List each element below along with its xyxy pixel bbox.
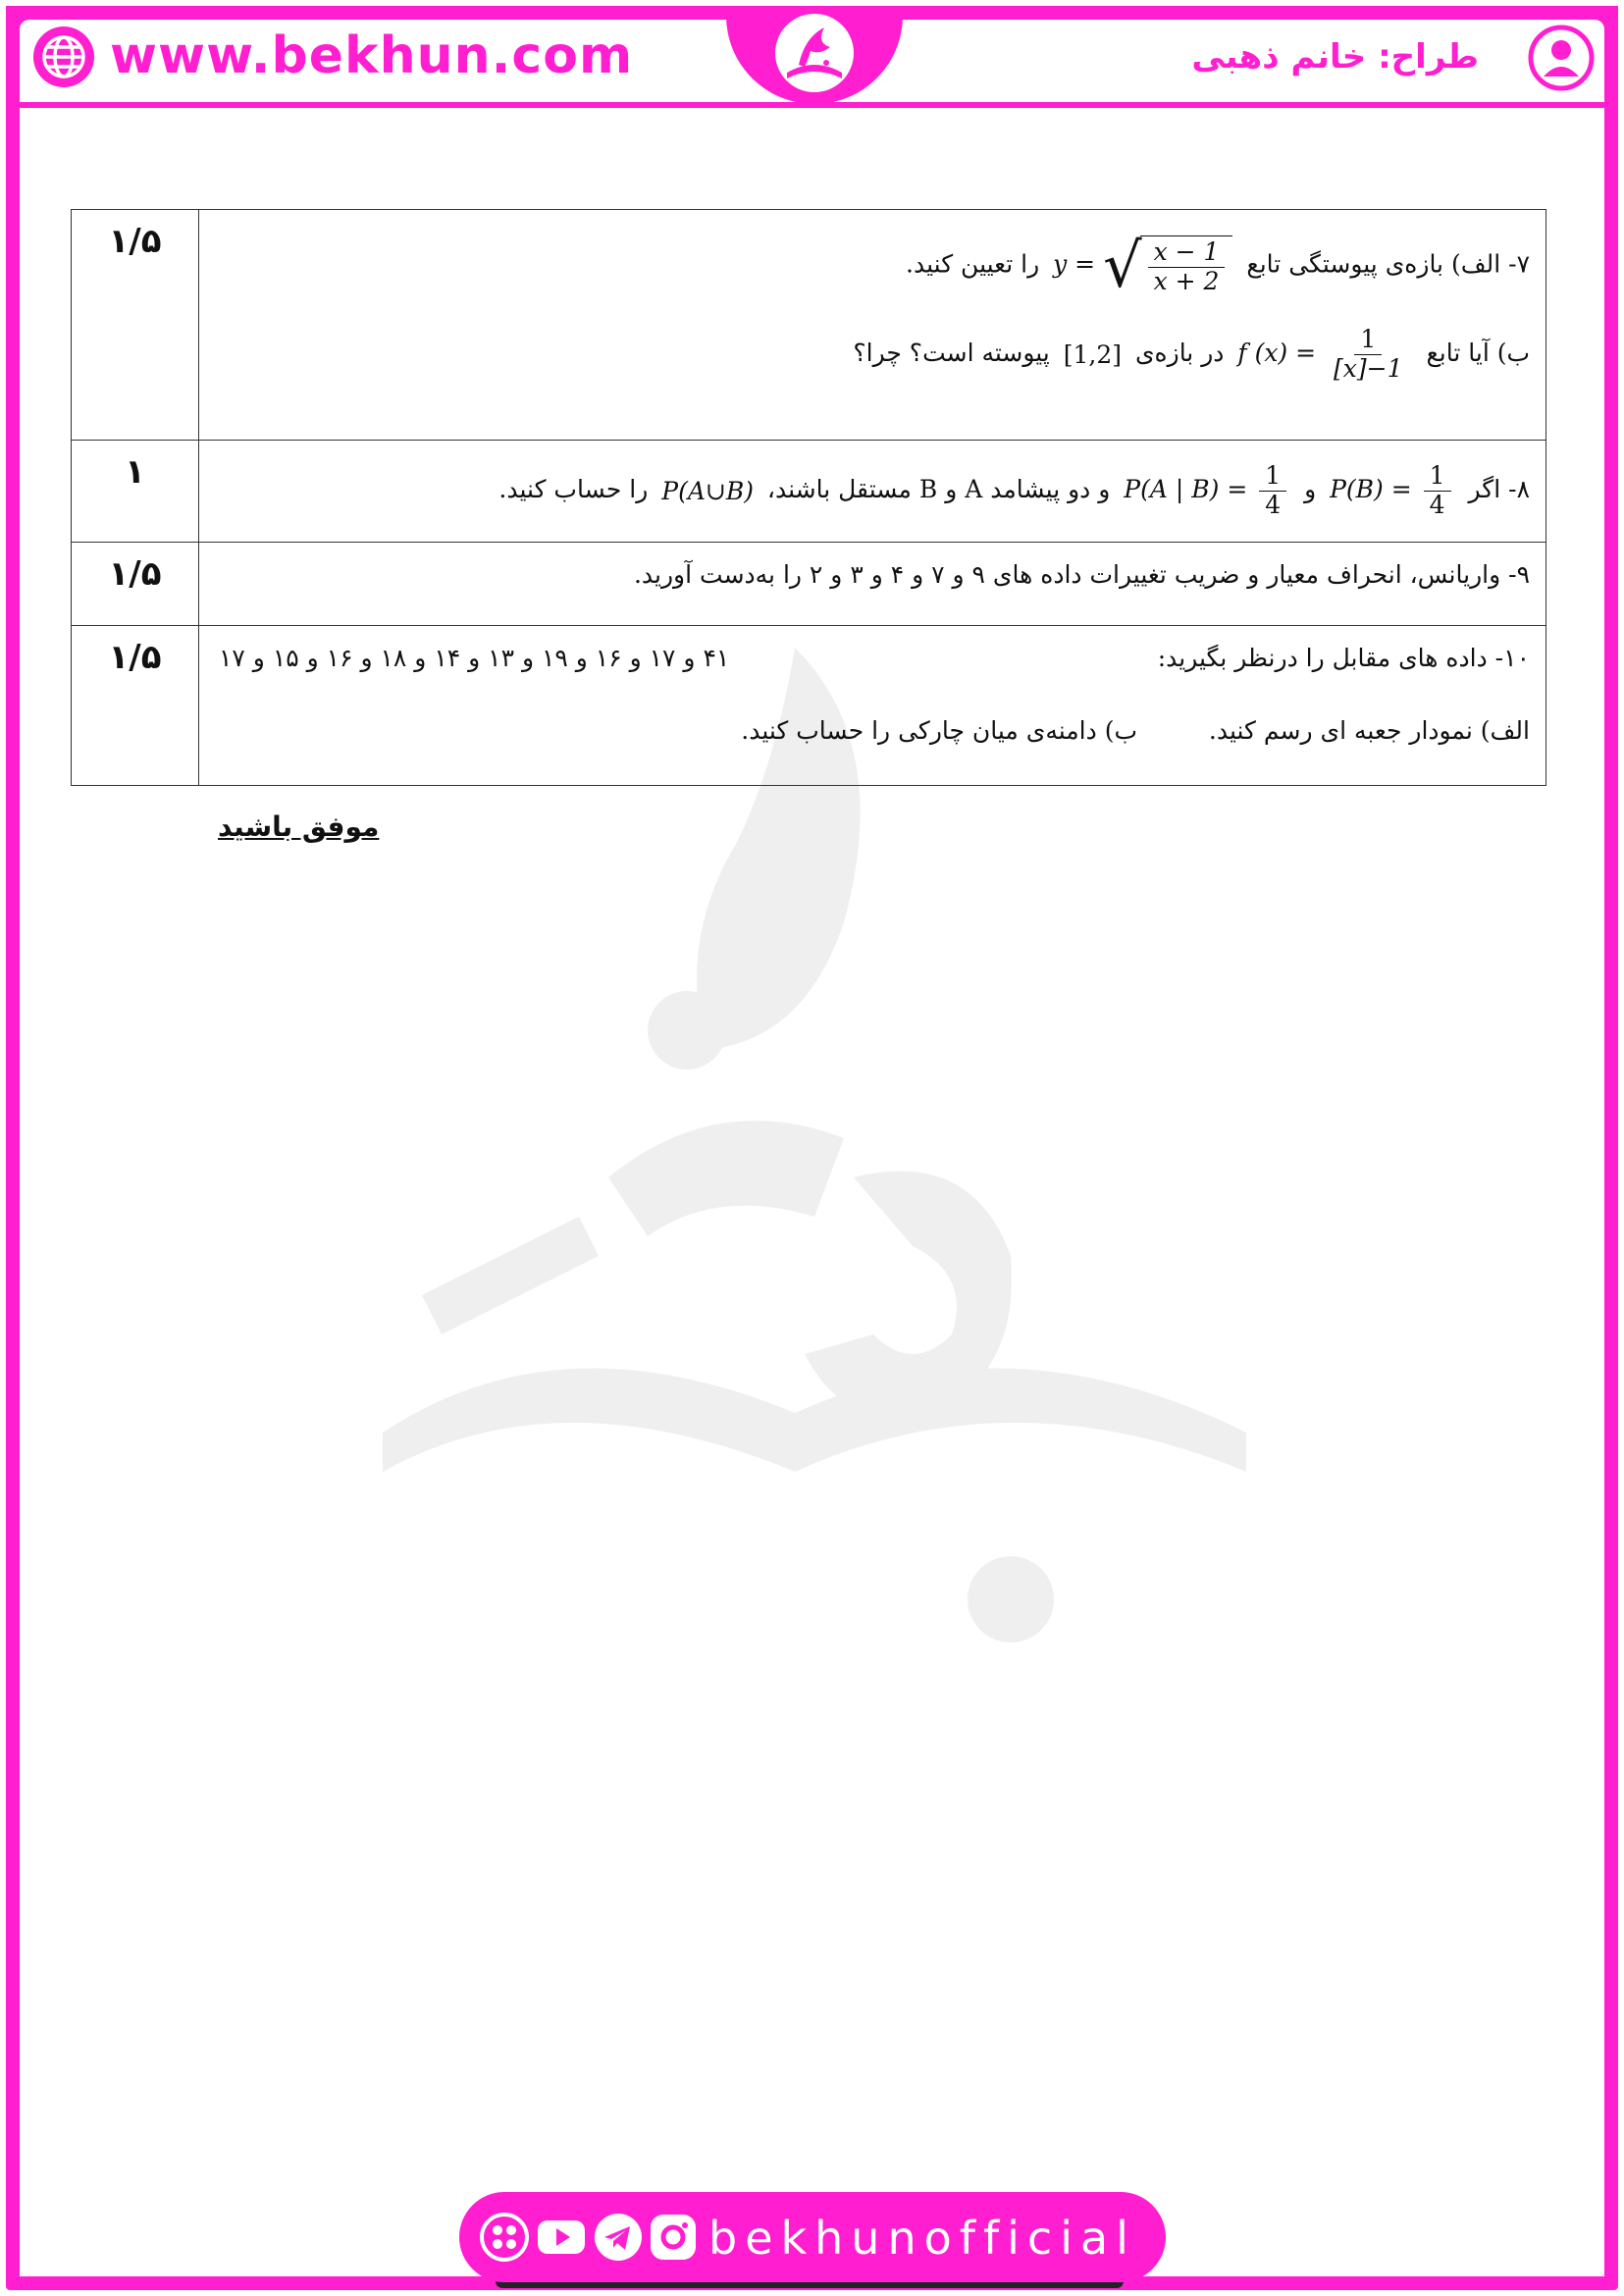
user-icon xyxy=(1527,24,1596,92)
q7b-numerator: 1 xyxy=(1354,326,1382,355)
question-row-8 xyxy=(72,441,1546,543)
site-url[interactable]: www.bekhun.com xyxy=(110,26,634,85)
telegram-icon[interactable] xyxy=(593,2212,644,2263)
question-row-7 xyxy=(72,210,1546,441)
aparat-icon[interactable] xyxy=(479,2212,530,2263)
bekhun-logo-icon xyxy=(756,8,873,102)
score-7: ۱/۵ xyxy=(72,210,199,441)
designer-name: طراح: خانم ذهبی xyxy=(1191,37,1479,77)
q7a-formula xyxy=(1053,230,1232,301)
question-row-9 xyxy=(72,543,1546,626)
q8-pab-numerator: 1 xyxy=(1259,462,1286,492)
q10-intro: ۱۰- داده های مقابل را درنظر بگیرید: xyxy=(1157,644,1530,672)
q7b-text-mid: در بازه‌ی xyxy=(1134,338,1225,367)
q7a-text-start: ۷- الف) بازه‌ی پیوستگی تابع xyxy=(1246,249,1530,279)
globe-icon xyxy=(29,23,98,91)
q8-pb-lhs: P(B) = xyxy=(1330,474,1412,503)
social-handle[interactable]: bekhunofficial xyxy=(708,2212,1136,2265)
q10-part-b: ب) دامنه‌ی میان چارکی را حساب کنید. xyxy=(741,715,1137,745)
score-8: ۱ xyxy=(72,441,199,543)
question-8 xyxy=(199,441,1546,543)
question-10 xyxy=(199,626,1546,786)
question-row-10 xyxy=(72,626,1546,786)
question-9 xyxy=(199,543,1546,626)
q8-text-start: ۸- اگر xyxy=(1468,474,1530,503)
q7b-text-start: ب) آیا تابع xyxy=(1426,338,1530,367)
q7a-denominator: x + 2 xyxy=(1153,267,1220,295)
q10-data: ۴۱ و ۱۷ و ۱۶ و ۱۹ و ۱۳ و ۱۴ و ۱۸ و ۱۶ و ۱۵ و ۱۷ xyxy=(219,644,730,672)
q8-pab-formula xyxy=(1124,462,1290,520)
q8-pb-numerator: 1 xyxy=(1424,462,1451,492)
q7b-formula xyxy=(1237,326,1412,384)
q7b-interval: [1,2] xyxy=(1063,339,1122,369)
score-9: ۱/۵ xyxy=(72,543,199,626)
q9-text: ۹- واریانس، انحراف معیار و ضریب تغییرات داده های ۹ و ۷ و ۴ و ۳ و ۲ را به‌دست آورید. xyxy=(633,560,1530,589)
q10-part-a: الف) نمودار جعبه ای رسم کنید. xyxy=(1208,715,1530,745)
q7a-lhs: y = xyxy=(1053,249,1096,279)
sqrt-symbol: √ $\frac{x - 1}{x + 2}$ xyxy=(1103,235,1232,296)
q8-text-end: را حساب کنید. xyxy=(498,474,649,503)
exam-questions-table xyxy=(71,209,1546,786)
q7a-text-end: را تعیین کنید. xyxy=(906,249,1040,279)
closing-message: موفق باشید xyxy=(218,810,380,843)
q7b-text-end: پیوسته است؟ چرا؟ xyxy=(853,338,1050,367)
question-7 xyxy=(199,210,1546,441)
youtube-icon[interactable] xyxy=(536,2212,587,2263)
q8-and: و xyxy=(1304,474,1317,503)
instagram-icon[interactable] xyxy=(648,2212,699,2263)
q8-pb-denominator: 4 xyxy=(1429,490,1445,519)
q8-pb-formula xyxy=(1330,462,1454,520)
q8-text-mid: و دو پیشامد A و B مستقل باشند، xyxy=(766,474,1111,503)
q8-pab-denominator: 4 xyxy=(1265,490,1282,519)
q7a-numerator: x − 1 xyxy=(1148,238,1226,268)
q7b-denominator: [x]−1 xyxy=(1334,353,1403,383)
q8-pab-lhs: P(A | B) = xyxy=(1124,474,1248,503)
q8-union: P(A∪B) xyxy=(661,476,754,505)
score-10: ۱/۵ xyxy=(72,626,199,786)
q7b-lhs: f (x) = xyxy=(1237,338,1317,367)
